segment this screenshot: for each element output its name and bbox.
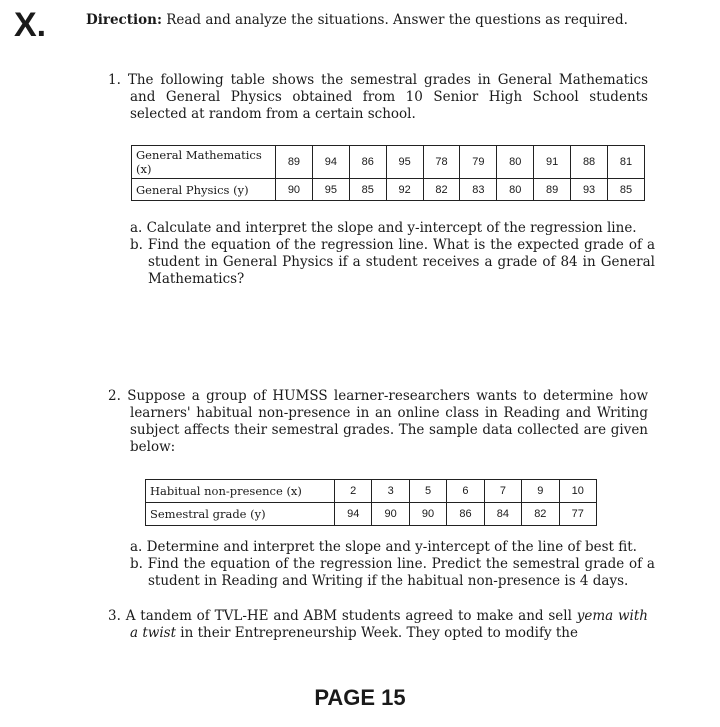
q1-cell: 85: [608, 179, 645, 201]
q1-cell: 83: [460, 179, 497, 201]
q2-cell: 90: [372, 503, 409, 526]
q3-text-end: in their Entrepreneurship Week. They opted to modify the: [176, 625, 578, 641]
q2-cell: 84: [484, 503, 521, 526]
q1-cell: 95: [386, 146, 423, 179]
direction-text: Read and analyze the situations. Answer the questions as required.: [161, 12, 628, 28]
q1-cell: 86: [349, 146, 386, 179]
q1-cell: 92: [386, 179, 423, 201]
q1-cell: 93: [571, 179, 608, 201]
q2-cell: 86: [447, 503, 484, 526]
q3-number: 3.: [108, 608, 121, 624]
q1-cell: 79: [460, 146, 497, 179]
q1-cell: 85: [349, 179, 386, 201]
q2-cell: 3: [372, 480, 409, 503]
q2-cell: 82: [522, 503, 559, 526]
q2-cell: 77: [559, 503, 596, 526]
q2-cell: 9: [522, 480, 559, 503]
q2-cell: 5: [409, 480, 446, 503]
section-roman-numeral: X.: [14, 6, 47, 44]
q1-subquestions: [130, 220, 655, 288]
page-number: PAGE 15: [314, 685, 406, 710]
q1-sub-b: b. Find the equation of the regression line. What is the expected grade of a student in General Physics if a student receives a grade of 84 in General Mathematics?: [130, 237, 655, 287]
q2-cell: 94: [335, 503, 372, 526]
q1-table: [131, 145, 645, 201]
q2-cell: 7: [484, 480, 521, 503]
q2-cell: 6: [447, 480, 484, 503]
q3-text-italic: yema with a twist: [130, 608, 648, 641]
q2-table-row-x: [146, 480, 597, 503]
q1-cell: 91: [534, 146, 571, 179]
q1-cell: 89: [276, 146, 313, 179]
direction-label: Direction:: [86, 12, 162, 28]
q2-table-row-y: [146, 503, 597, 526]
q1-cell: 90: [276, 179, 313, 201]
q1-table-row-x: [132, 146, 645, 179]
q3-text-start: A tandem of TVL-HE and ABM students agreed to make and sell: [125, 608, 577, 624]
question-3: [108, 608, 648, 642]
q1-cell: 94: [312, 146, 349, 179]
q1-cell: 89: [534, 179, 571, 201]
question-1: [108, 72, 648, 123]
q1-cell: 80: [497, 179, 534, 201]
q1-number: 1.: [108, 72, 121, 88]
q2-subquestions: [130, 539, 655, 590]
q2-cell: 90: [409, 503, 446, 526]
q1-cell: 80: [497, 146, 534, 179]
question-2: [108, 388, 648, 456]
q1-cell: 95: [312, 179, 349, 201]
q2-number: 2.: [108, 388, 121, 404]
q2-row2-label: Semestral grade (y): [146, 503, 335, 526]
q1-cell: 88: [571, 146, 608, 179]
q2-row1-label: Habitual non-presence (x): [146, 480, 335, 503]
q2-cell: 2: [335, 480, 372, 503]
q2-sub-b: b. Find the equation of the regression line. Predict the semestral grade of a student in Reading and Writing if the habitual non-presence is 4 days.: [130, 556, 655, 589]
q1-text: The following table shows the semestral grades in General Mathematics and General Physics obtained from 10 Senior High School students selected at random from a certain school.: [127, 72, 648, 122]
q1-cell: 78: [423, 146, 460, 179]
q2-table: [145, 479, 597, 526]
q1-table-row-y: [132, 179, 645, 201]
q1-cell: 81: [608, 146, 645, 179]
direction-line: [86, 12, 628, 28]
q2-sub-a: a. Determine and interpret the slope and y-intercept of the line of best fit.: [130, 539, 637, 555]
q1-row1-label: General Mathematics (x): [132, 146, 276, 179]
q2-cell: 10: [559, 480, 596, 503]
q2-text: Suppose a group of HUMSS learner-researchers wants to determine how learners' habitual non-presence in an online class in Reading and Writing subject affects their semestral grades. The sample data collected are given below:: [127, 388, 648, 455]
q1-cell: 82: [423, 179, 460, 201]
q1-sub-a: a. Calculate and interpret the slope and y-intercept of the regression line.: [130, 220, 637, 236]
q1-row2-label: General Physics (y): [132, 179, 276, 201]
